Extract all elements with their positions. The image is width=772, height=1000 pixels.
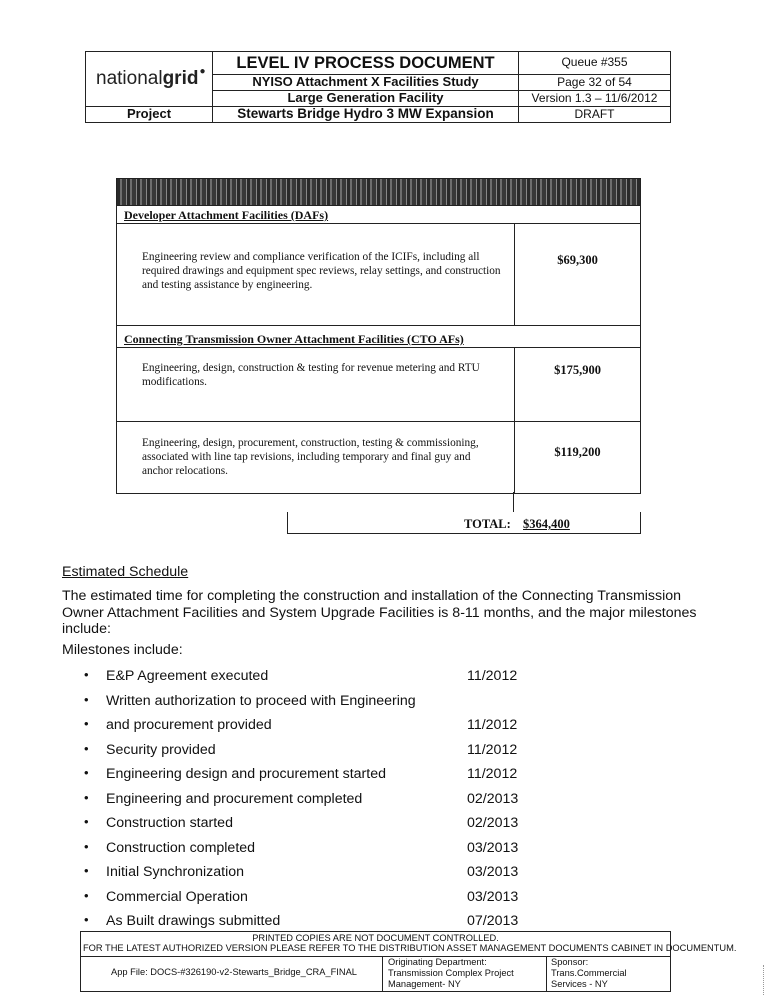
total-label: TOTAL:	[464, 517, 511, 531]
milestone-label: Engineering and procurement completed	[106, 790, 363, 807]
milestone-date: 11/2012	[467, 766, 518, 782]
version-info: Version 1.3 – 11/6/2012	[519, 91, 671, 107]
bullet-icon: •	[84, 716, 89, 731]
footer-notice-detail: FOR THE LATEST AUTHORIZED VERSION PLEASE REFER TO THE DISTRIBUTION ASSET MANAGEMENT DOCUMENTS CABINET IN DOCUMENTUM.	[83, 943, 737, 953]
milestone-label: and procurement provided	[106, 717, 272, 733]
footer-notice: PRINTED COPIES ARE NOT DOCUMENT CONTROLLED.	[252, 933, 499, 943]
bullet-icon: •	[84, 789, 89, 805]
divider	[117, 347, 640, 348]
cost-estimate-table	[116, 178, 641, 494]
cost-amount: $69,300	[557, 253, 598, 267]
column-divider	[514, 223, 515, 325]
column-divider	[546, 956, 547, 991]
column-divider	[513, 492, 514, 512]
document-footer	[80, 931, 737, 992]
milestone-label: E&P Agreement executed	[106, 668, 269, 684]
cost-description: Engineering review and compliance verification of the ICIFs, including all required drawings and equipment spec reviews, relay settings, and construction and testing assistance by engineering.	[142, 251, 501, 291]
schedule-heading: Estimated Schedule	[62, 564, 189, 580]
milestone-date: 03/2013	[467, 839, 519, 856]
total-row	[287, 512, 641, 534]
milestone-label: Initial Synchronization	[106, 864, 245, 880]
milestone-date: 11/2012	[467, 668, 518, 684]
project-label: Project	[86, 107, 213, 123]
milestone-date: 03/2013	[467, 864, 519, 880]
milestone-label: Written authorization to proceed with Engineering	[106, 692, 416, 709]
cost-amount: $175,900	[554, 363, 601, 377]
bullet-icon: •	[84, 887, 89, 903]
section-title-dafs: Developer Attachment Facilities (DAFs)	[124, 208, 329, 222]
logo-text-bold: grid	[162, 67, 199, 89]
cost-description: Engineering, design, procurement, construction, testing & commissioning, associated with line tap revisions, including temporary and final guy and anchor relocations.	[142, 437, 479, 477]
milestone-date: 11/2012	[467, 717, 518, 733]
bullet-icon: •	[84, 765, 89, 780]
project-name: Stewarts Bridge Hydro 3 MW Expansion	[213, 107, 519, 123]
milestone-date: 03/2013	[467, 888, 519, 905]
milestones-label: Milestones include:	[62, 642, 183, 658]
bullet-icon: •	[84, 740, 89, 756]
facility-type: Large Generation Facility	[213, 91, 519, 107]
originating-department: Originating Department: Transmission Complex Project Management- NY	[388, 957, 514, 989]
milestone-label: As Built drawings submitted	[106, 913, 281, 929]
table-header-band	[117, 179, 640, 205]
total-value: $364,400	[523, 517, 570, 531]
bullet-icon: •	[84, 667, 89, 682]
milestone-date: 11/2012	[467, 741, 518, 758]
bullet-icon: •	[84, 838, 89, 854]
milestone-date: 02/2013	[467, 815, 519, 831]
queue-number: Queue #355	[519, 52, 671, 75]
app-file: App File: DOCS-#326190-v2-Stewarts_Bridge_CRA_FINAL	[111, 967, 357, 977]
divider	[117, 421, 640, 422]
company-logo: nationalgrid●	[86, 52, 213, 107]
milestone-label: Engineering design and procurement started	[106, 766, 386, 782]
milestone-label: Construction started	[106, 815, 233, 831]
section-title-cto-afs: Connecting Transmission Owner Attachment Facilities (CTO AFs)	[124, 332, 464, 346]
milestone-date: 07/2013	[467, 913, 519, 929]
milestone-label: Construction completed	[106, 839, 256, 856]
sponsor: Sponsor: Trans.Commercial Services - NY	[551, 957, 627, 989]
divider	[117, 205, 640, 206]
document-status: DRAFT	[519, 107, 671, 123]
document-header	[85, 51, 671, 123]
column-divider	[382, 956, 383, 991]
cost-description: Engineering, design, construction & testing for revenue metering and RTU modifications.	[142, 362, 480, 388]
milestone-date: 02/2013	[467, 790, 519, 807]
scan-artifact	[763, 965, 765, 995]
document-subtitle: NYISO Attachment X Facilities Study	[213, 75, 519, 91]
divider	[117, 223, 640, 224]
milestone-label: Security provided	[106, 741, 216, 758]
document-title: LEVEL IV PROCESS DOCUMENT	[213, 52, 519, 75]
bullet-icon: •	[84, 912, 89, 927]
bullet-icon: •	[84, 863, 89, 878]
logo-text-regular: national	[96, 67, 163, 89]
milestone-label: Commercial Operation	[106, 888, 248, 905]
page-number: Page 32 of 54	[519, 75, 671, 91]
cost-amount: $119,200	[554, 445, 601, 459]
bullet-icon: •	[84, 691, 89, 707]
schedule-paragraph: The estimated time for completing the construction and installation of the Connecting Transmission Owner Attachment Facilities and System Upgrade Facilities is 8-11 months, and the major milestones include:	[62, 588, 697, 637]
divider	[117, 325, 640, 326]
bullet-icon: •	[84, 814, 89, 829]
